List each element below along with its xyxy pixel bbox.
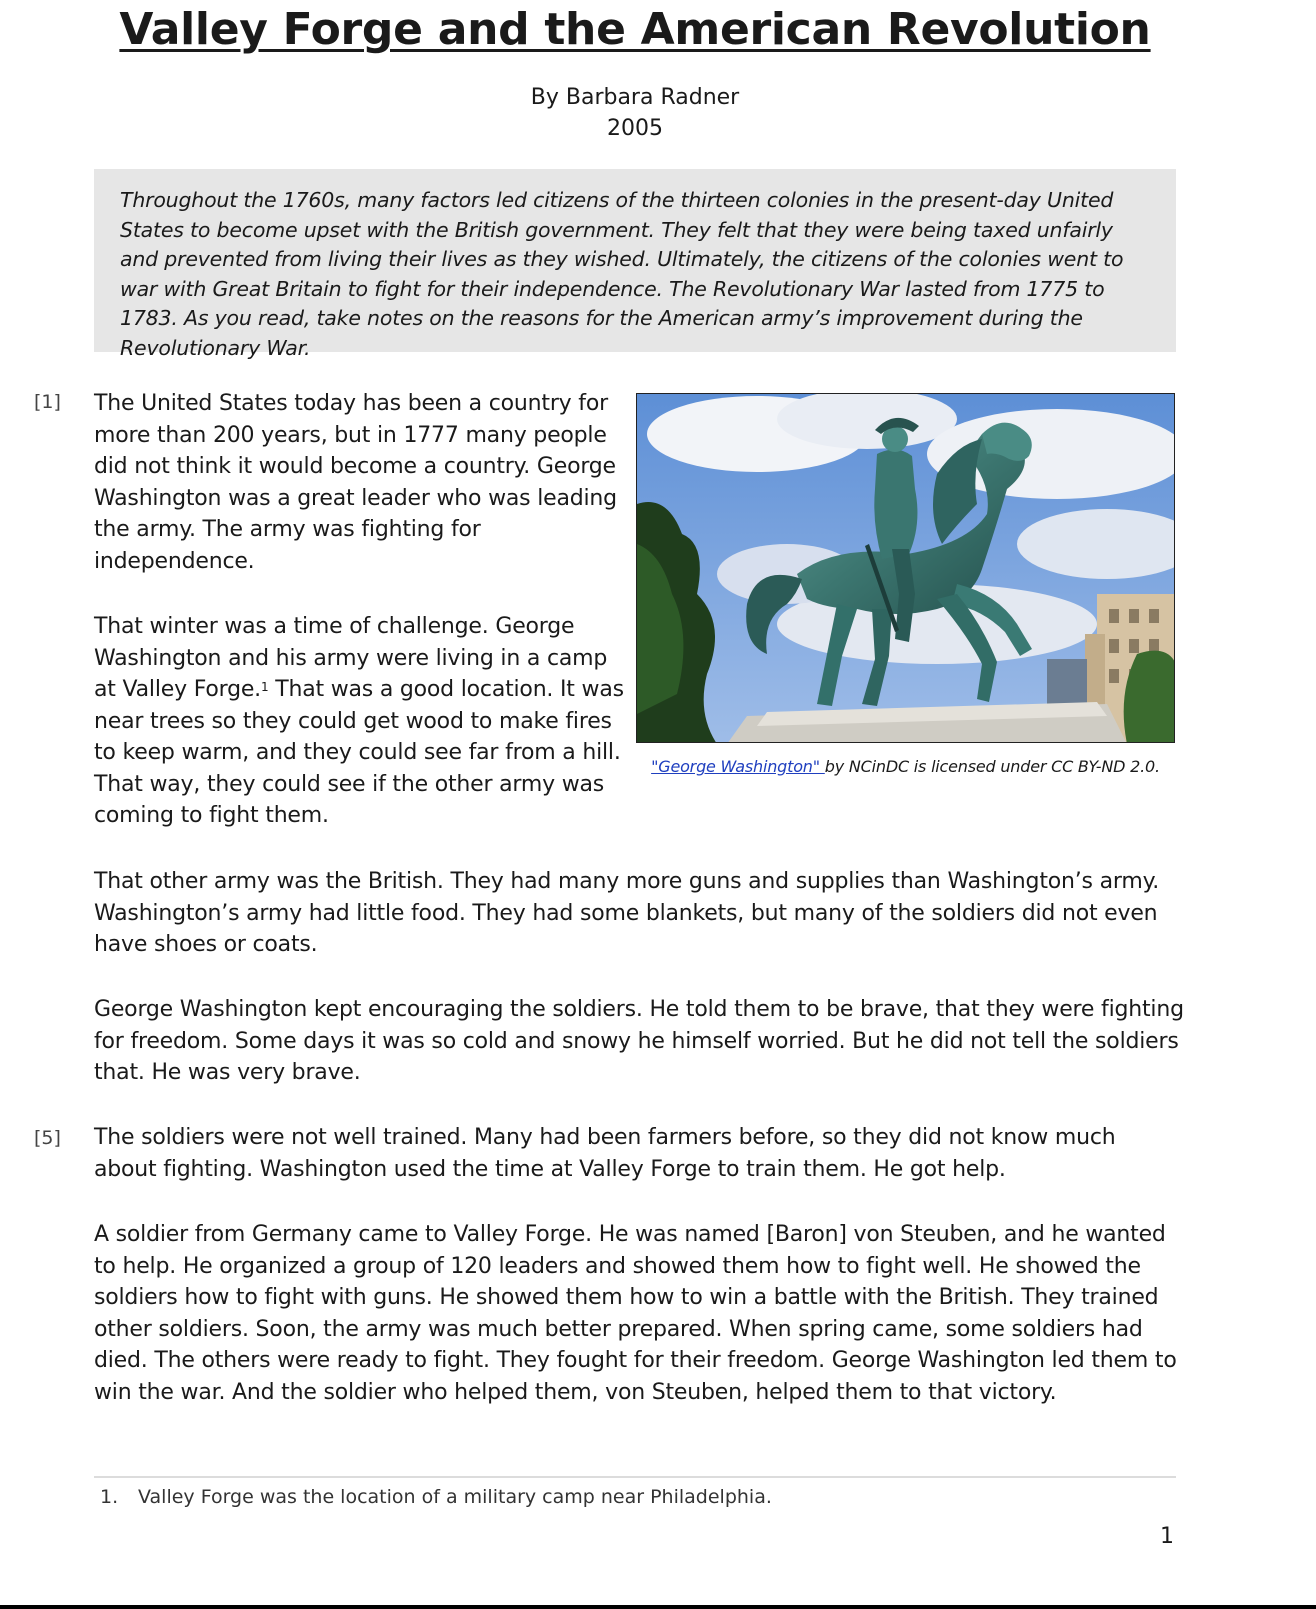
footnote-1 <box>100 1486 772 1508</box>
paragraph-2-text-a: That winter was a time of challenge. George Washington and his army were living in a camp at Valley Forge. <box>94 614 608 702</box>
paragraph-1: The United States today has been a country for more than 200 years, but in 1777 many people did not think it would become a country. George Washington was a great leader who was leading the army. The army was fighting for independence. <box>94 391 617 574</box>
byline <box>0 82 1270 144</box>
author: By Barbara Radner <box>530 85 740 110</box>
paragraph-4: George Washington kept encouraging the soldiers. He told them to be brave, that they were fighting for freedom. Some days it was so cold and snowy he himself worried. But he did not tell the soldiers that. He was very brave. <box>94 997 1184 1085</box>
page-number: 1 <box>1160 1524 1174 1549</box>
photo-license-text: by NCinDC is licensed under CC BY-ND 2.0. <box>824 757 1160 776</box>
page-bottom-border <box>0 1605 1316 1609</box>
paragraph-2-text-b: That was a good location. It was near trees so they could get wood to make fires to keep warm, and they could see far from a hill. That way, they could see if the other army was coming to fight them. <box>94 677 624 828</box>
paragraph-6: A soldier from Germany came to Valley Forge. He was named [Baron] von Steuben, and he wanted to help. He organized a group of 120 leaders and showed them how to fight well. He showed the soldiers how to fight with guns. He showed them how to win a battle with the British. They trained other soldiers. Soon, the army was much better prepared. When spring came, some soldiers had died. The others were ready to fight. They fought for their freedom. George Washington led them to win the war. And the soldier who helped them, von Steuben, helped them to that victory. <box>94 1222 1177 1405</box>
footnote-reference-1[interactable]: 1 <box>260 680 269 694</box>
paragraph-2 <box>94 611 624 832</box>
photo-source-link[interactable]: "George Washington" <box>651 757 825 776</box>
paragraph-marker-5: [5] <box>34 1127 61 1149</box>
paragraph-3: That other army was the British. They had many more guns and supplies than Washington’s army. Washington’s army had little food. They had some blankets, but many of the soldiers did not even have shoes or coats. <box>94 869 1160 957</box>
publication-year: 2005 <box>607 116 663 141</box>
footnote-text: Valley Forge was the location of a military camp near Philadelphia. <box>138 1486 772 1508</box>
intro-box: Throughout the 1760s, many factors led citizens of the thirteen colonies in the present-day United States to become upset with the British government. They felt that they were being taxed unfairly and prevented from living their lives as they wished. Ultimately, the citizens of the colonies went to war with Great Britain to fight for their independence. The Revolutionary War lasted from 1775 to 1783. As you read, take notes on the reasons for the American army’s improvement during the Revolutionary War. <box>94 169 1176 352</box>
page-title: Valley Forge and the American Revolution <box>119 4 1151 55</box>
paragraph-marker-1: [1] <box>34 391 61 413</box>
footnote-number: 1. <box>100 1486 119 1508</box>
horse-statue-icon <box>637 394 1175 743</box>
paragraph-5: The soldiers were not well trained. Many had been farmers before, so they did not know much about fighting. Washington used the time at Valley Forge to train them. He got help. <box>94 1125 1116 1182</box>
statue-photo <box>636 393 1175 743</box>
footnote-divider <box>94 1476 1176 1478</box>
photo-caption <box>636 757 1175 776</box>
